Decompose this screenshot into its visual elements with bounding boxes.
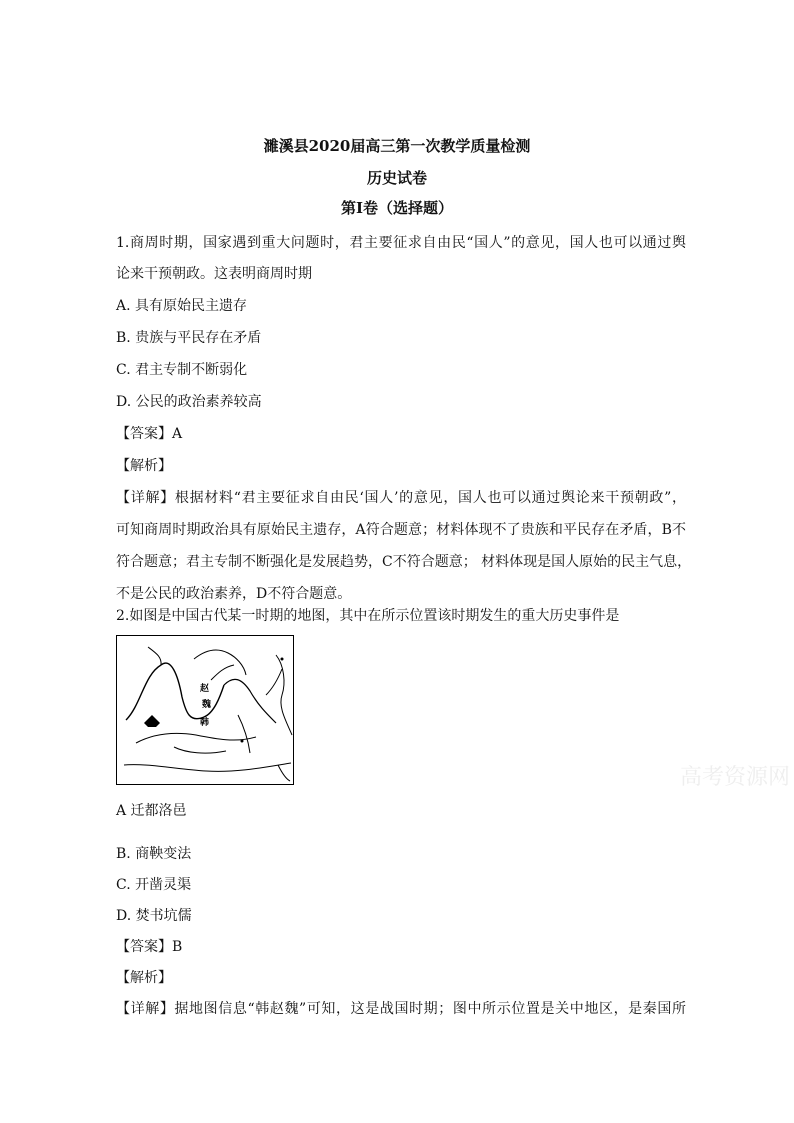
q1-analysis-heading: 【解析】	[116, 458, 172, 474]
q1-detail-line4: 不是公民的政治素养，D不符合题意。	[116, 586, 352, 602]
q2-option-b: B. 商鞅变法	[116, 846, 192, 862]
watermark: 高考资源网	[680, 765, 791, 790]
map-label-zhao: 赵	[200, 684, 210, 694]
q2-stem: 2.如图是中国古代某一时期的地图，其中在所示位置该时期发生的重大历史事件是	[116, 608, 620, 624]
q1-answer: 【答案】A	[116, 426, 183, 442]
exam-subtitle: 历史试卷	[366, 169, 427, 187]
q2-detail-line1: 【详解】据地图信息“韩赵魏”可知，这是战国时期；图中所示位置是关中地区，是秦国所	[116, 1001, 686, 1017]
q1-option-c: C. 君主专制不断弱化	[116, 362, 248, 378]
exam-title: 濉溪县2020届高三第一次教学质量检测	[263, 137, 531, 155]
map-label-wei: 魏	[202, 700, 212, 710]
q2-option-d: D. 焚书坑儒	[116, 908, 192, 924]
q2-option-a: A 迁都洛邑	[116, 803, 187, 819]
q1-stem-line2: 论来干预朝政。这表明商周时期	[116, 266, 312, 282]
q1-detail-line1: 【详解】根据材料“君主要征求自由民‘国人’的意见，国人也可以通过舆论来干预朝政”，	[116, 490, 686, 506]
q1-option-b: B. 贵族与平民存在矛盾	[116, 330, 262, 346]
warring-states-map	[116, 635, 294, 785]
q2-analysis-heading: 【解析】	[116, 970, 172, 986]
q2-answer: 【答案】B	[116, 939, 183, 955]
map-label-han: 韩	[200, 718, 210, 728]
q1-stem-line1: 1.商周时期，国家遇到重大问题时，君主要征求自由民“国人”的意见，国人也可以通过舆	[116, 235, 686, 251]
q2-option-c: C. 开凿灵渠	[116, 877, 192, 893]
q1-option-a: A. 具有原始民主遗存	[116, 298, 248, 314]
section-heading: 第Ⅰ卷（选择题）	[340, 199, 454, 217]
q1-detail-line3: 符合题意；君主专制不断强化是发展趋势，C不符合题意； 材料体现是国人原始的民主气息，	[116, 554, 692, 570]
q1-detail-line2: 可知商周时期政治具有原始民主遗存，A符合题意；材料体现不了贵族和平民存在矛盾，B不	[116, 522, 686, 538]
q1-option-d: D. 公民的政治素养较高	[116, 394, 262, 410]
